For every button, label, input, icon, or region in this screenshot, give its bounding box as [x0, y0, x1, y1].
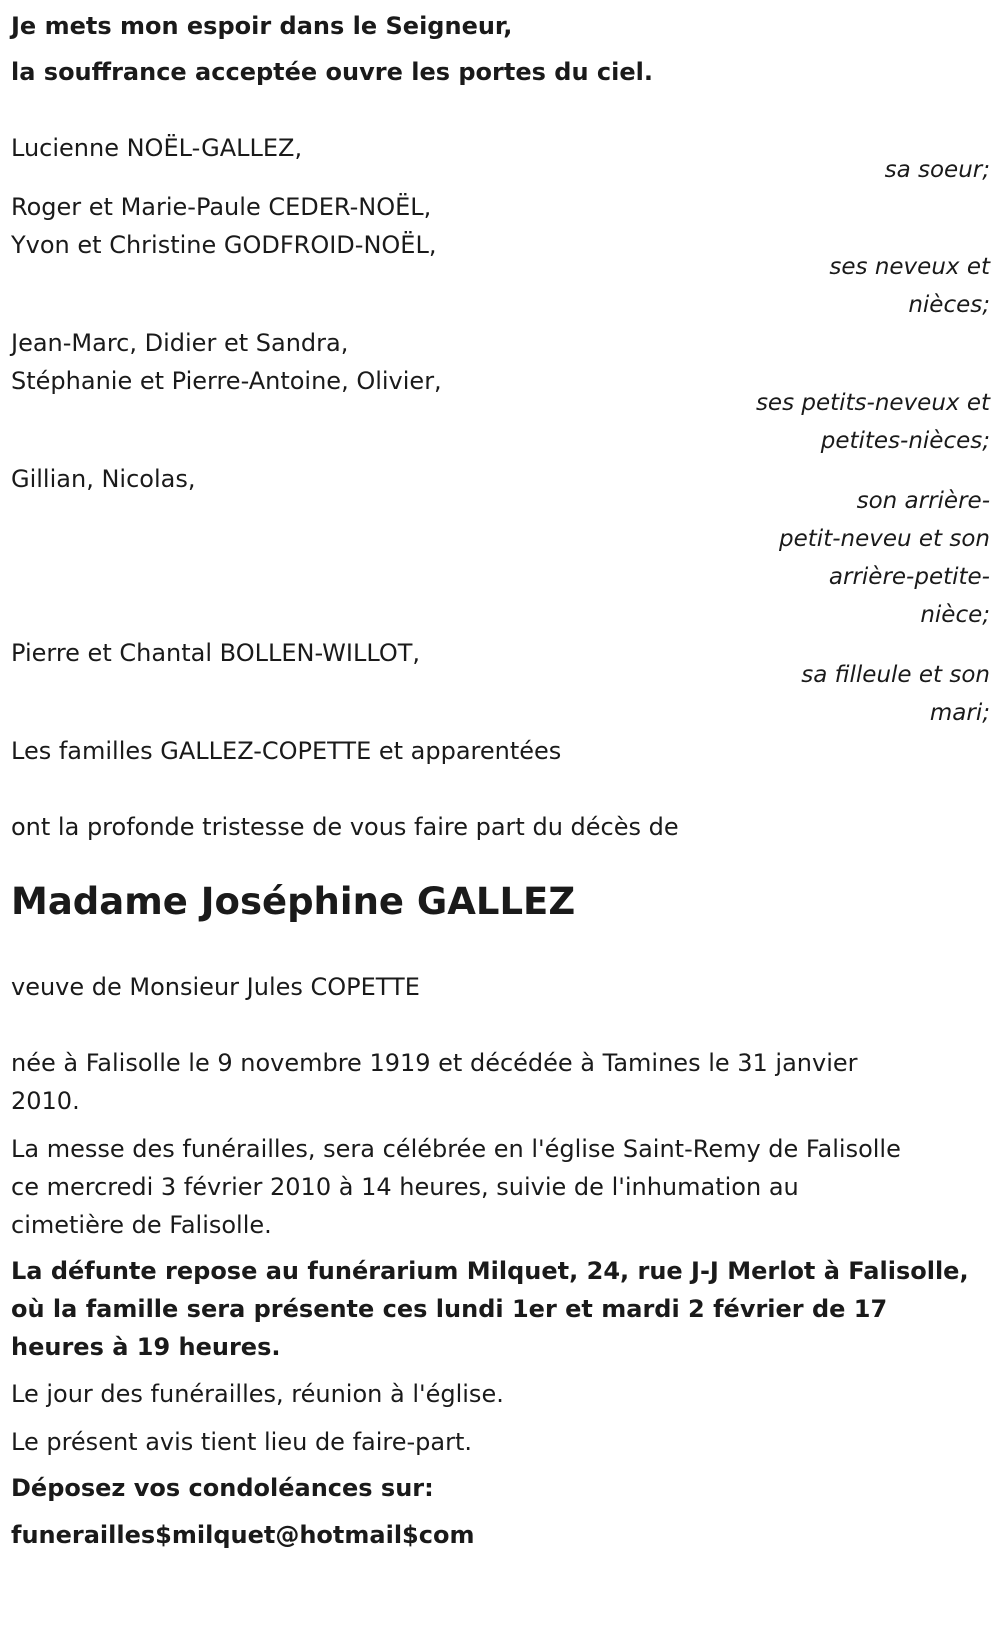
mass-line-3: cimetière de Falisolle. — [11, 1211, 272, 1239]
condolences-address: funerailles$milquet@hotmail$com — [11, 1521, 475, 1549]
relation-goddaughter-line-2: mari; — [929, 700, 990, 726]
family-name-families: Les familles GALLEZ-COPETTE et apparentées — [11, 737, 562, 765]
deceased-name: Madame Joséphine GALLEZ — [11, 880, 576, 923]
relation-great-grandnephew-line-4: nièce; — [920, 602, 990, 628]
birth-death-line-1: née à Falisolle le 9 novembre 1919 et décédée à Tamines le 31 janvier — [11, 1049, 858, 1077]
relation-great-grandnephew-line-2: petit-neveu et son — [779, 526, 990, 552]
family-name-grandnephew-2: Stéphanie et Pierre-Antoine, Olivier, — [11, 367, 442, 395]
family-name-nephew-2: Yvon et Christine GODFROID-NOËL, — [11, 231, 437, 259]
relation-grandnephews-line-1: ses petits-neveux et — [755, 390, 990, 416]
relation-sister: sa soeur; — [884, 157, 990, 183]
family-name-great-grandnephew: Gillian, Nicolas, — [11, 465, 196, 493]
relation-goddaughter-line-1: sa filleule et son — [801, 662, 990, 688]
relation-great-grandnephew-line-3: arrière-petite- — [828, 564, 990, 590]
epigraph-line-2: la souffrance acceptée ouvre les portes du ciel. — [11, 58, 653, 86]
family-name-nephew-1: Roger et Marie-Paule CEDER-NOËL, — [11, 193, 432, 221]
family-name-sister: Lucienne NOËL-GALLEZ, — [11, 134, 303, 162]
funerarium-line-1: La défunte repose au funérarium Milquet, 24, rue J-J Merlot à Falisolle, — [11, 1257, 969, 1285]
funerarium-line-2: où la famille sera présente ces lundi 1er et mardi 2 février de 17 — [11, 1295, 888, 1323]
mass-line-2: ce mercredi 3 février 2010 à 14 heures, suivie de l'inhumation au — [11, 1173, 799, 1201]
family-name-grandnephew-1: Jean-Marc, Didier et Sandra, — [11, 329, 349, 357]
relation-grandnephews-line-2: petites-nièces; — [820, 428, 990, 454]
relation-nephews-line-2: nièces; — [908, 292, 990, 318]
birth-death-line-2: 2010. — [11, 1087, 80, 1115]
mass-line-1: La messe des funérailles, sera célébrée en l'église Saint-Remy de Falisolle — [11, 1135, 901, 1163]
family-name-goddaughter: Pierre et Chantal BOLLEN-WILLOT, — [11, 639, 421, 667]
meeting-text: Le jour des funérailles, réunion à l'église. — [11, 1380, 504, 1408]
condolences-label: Déposez vos condoléances sur: — [11, 1474, 434, 1502]
epigraph-line-1: Je mets mon espoir dans le Seigneur, — [11, 12, 513, 40]
announcement-text: ont la profonde tristesse de vous faire part du décès de — [11, 813, 679, 841]
funerarium-line-3: heures à 19 heures. — [11, 1333, 281, 1361]
deceased-spouse: veuve de Monsieur Jules COPETTE — [11, 973, 420, 1001]
notice-text: Le présent avis tient lieu de faire-part. — [11, 1428, 473, 1456]
relation-great-grandnephew-line-1: son arrière- — [856, 488, 990, 514]
relation-nephews-line-1: ses neveux et — [829, 254, 990, 280]
